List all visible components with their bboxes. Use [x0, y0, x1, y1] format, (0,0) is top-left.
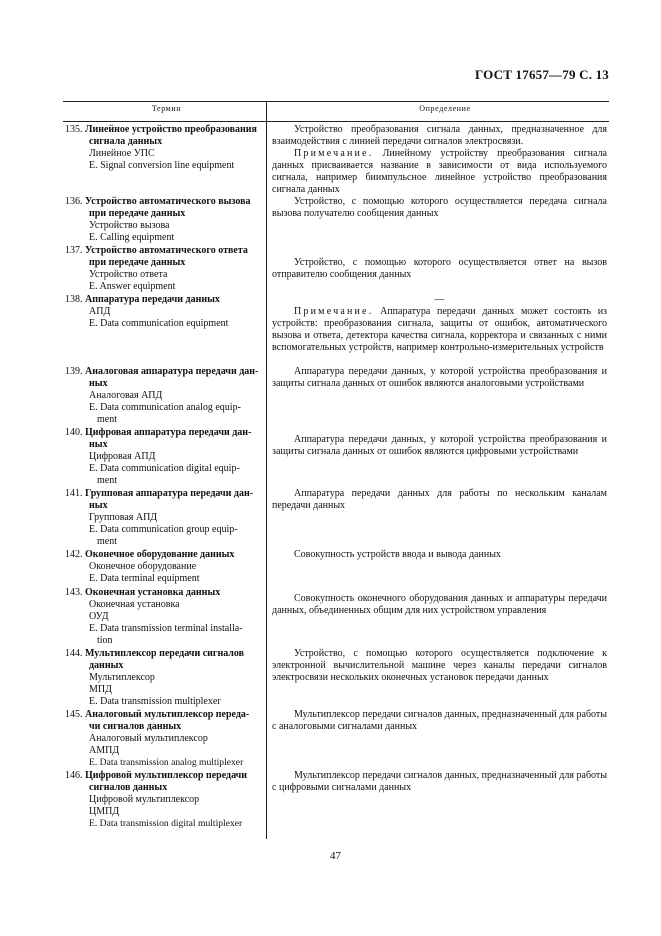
term-english: E. Answer equipment	[89, 281, 176, 292]
term-short: Оконечная установка	[89, 599, 180, 610]
document-reference: ГОСТ 17657—79 С. 13	[475, 67, 609, 82]
table-row	[63, 366, 609, 427]
term-short: Линейное УПС	[89, 148, 155, 159]
term-english: E. Data transmission analog multiplexer	[89, 757, 244, 768]
term-title: 138. Аппаратура передачи данных	[65, 294, 220, 305]
table-row	[63, 196, 609, 245]
definition-column-header: Определение	[419, 104, 471, 113]
term-english-cont: ment	[97, 414, 117, 425]
definition-cell	[272, 709, 607, 770]
term-title-cont: сигнала данных	[89, 136, 163, 147]
term-title-cont: данных	[89, 660, 124, 671]
term-english: E. Data communication digital equip-	[89, 463, 240, 474]
definition-cell	[272, 427, 607, 488]
term-title-cont: ных	[89, 378, 108, 389]
term-english: E. Data communication group equip-	[89, 524, 238, 535]
term-abbreviation: ЦМПД	[89, 806, 120, 817]
definition-text: Устройство, с помощью которого осуществляется ответ на вызов отправителю сообщения данных	[272, 257, 607, 280]
term-short: Оконечное оборудование	[89, 561, 197, 572]
term-cell	[63, 427, 265, 488]
term-english: E. Data terminal equipment	[89, 573, 200, 584]
definition-cell	[272, 294, 607, 366]
table-row	[63, 549, 609, 587]
term-title: 137. Устройство автоматического ответа	[65, 245, 248, 256]
term-cell	[63, 196, 265, 245]
definition-text: Аппаратура передачи данных, у которой устройства преобразования и защиты сигнала данных от ошибок являются цифровыми устройствами	[272, 434, 607, 457]
definition-text: Устройство преобразования сигнала данных, предназначенное для взаимодействия с линией передачи сигналов электросвязи.	[272, 124, 607, 147]
term-short: Цифровая АПД	[89, 451, 156, 462]
table-row	[63, 709, 609, 770]
term-title: 135. Линейное устройство преобразования	[65, 124, 257, 135]
term-short: Аналоговая АПД	[89, 390, 163, 401]
term-column-header: Термин	[151, 104, 182, 113]
term-short: Устройство вызова	[89, 220, 170, 231]
definition-text: Совокупность оконечного оборудования данных и аппаратуры передачи данных, объединенных общим для них устройством управления	[272, 593, 607, 616]
term-english: E. Data transmission multiplexer	[89, 696, 221, 707]
term-english-cont: tion	[97, 635, 113, 646]
term-cell	[63, 587, 265, 648]
term-title-cont: чи сигналов данных	[89, 721, 182, 732]
term-abbreviation: МПД	[89, 684, 112, 695]
term-title-cont: при передаче данных	[89, 208, 186, 219]
definition-text: Устройство, с помощью которого осуществляется подключение к электронной вычислительной машине через каналы передачи сигналов электросвязи нескольких оконечных установок передачи данных	[272, 648, 607, 683]
term-title: 143. Оконечная установка данных	[65, 587, 221, 598]
term-title: 139. Аналоговая аппаратура передачи дан-	[65, 366, 259, 377]
term-short: Цифровой мультиплексор	[89, 794, 200, 805]
definition-cell	[272, 245, 607, 294]
term-cell	[63, 245, 265, 294]
definition-text: Мультиплексор передачи сигналов данных, предназначенный для работы с аналоговыми сигналами данных	[272, 709, 607, 732]
term-title: 146. Цифровой мультиплексор передачи	[65, 770, 248, 781]
table-top-rule	[63, 101, 609, 102]
definition-cell	[272, 196, 607, 245]
definition-cell	[272, 124, 607, 196]
table-row	[63, 488, 609, 549]
definition-note: Примечание. Линейному устройству преобразования сигнала данных присваивается название в зависимости от вида используемого сигнала, например биимпульсное линейное устройство преобразования сигнала данных	[272, 148, 607, 195]
definition-note: Примечание. Аппаратура передачи данных может состоять из устройств: преобразования сигнала, защиты от ошибок, автоматического вызова и ответа, детектора качества сигнала, корректора и связанных с ними вспомогательных устройств, например контрольно-измерительных устройств	[272, 306, 608, 353]
definition-text: Мультиплексор передачи сигналов данных, предназначенный для работы с цифровыми сигналами данных	[272, 770, 607, 793]
term-english: E. Data transmission digital multiplexer	[89, 818, 243, 829]
term-abbreviation: ОУД	[89, 611, 109, 622]
term-short: Устройство ответа	[89, 269, 168, 280]
term-english: E. Signal conversion line equipment	[89, 160, 235, 171]
definition-cell	[272, 366, 607, 427]
definition-cell	[272, 549, 607, 587]
page-number: 47	[330, 850, 341, 862]
term-title: 142. Оконечное оборудование данных	[65, 549, 235, 560]
term-cell	[63, 770, 265, 836]
term-cell	[63, 488, 265, 549]
terms-table-body	[63, 124, 609, 836]
table-row	[63, 587, 609, 648]
term-title: 145. Аналоговый мультиплексор переда-	[65, 709, 250, 720]
table-row	[63, 770, 609, 836]
term-abbreviation: АМПД	[89, 745, 120, 756]
term-english-cont: ment	[97, 475, 117, 486]
definition-text: Совокупность устройств ввода и вывода данных	[294, 549, 501, 560]
table-header-rule	[63, 121, 609, 122]
term-title: 140. Цифровая аппаратура передачи дан-	[65, 427, 252, 438]
term-cell	[63, 124, 265, 196]
definition-text: Аппаратура передачи данных, у которой устройства преобразования и защиты сигнала данных от ошибок являются аналоговыми устройствами	[272, 366, 607, 389]
term-title-cont: сигналов данных	[89, 782, 168, 793]
definition-cell	[272, 770, 607, 836]
term-title: 136. Устройство автоматического вызова	[65, 196, 251, 207]
term-cell	[63, 709, 265, 770]
definition-cell	[272, 648, 607, 709]
term-cell	[63, 366, 265, 427]
term-english: E. Data communication equipment	[89, 318, 229, 329]
table-row	[63, 124, 609, 196]
term-english-cont: ment	[97, 536, 117, 547]
term-cell	[63, 294, 265, 366]
definition-dash: —	[434, 294, 445, 305]
term-cell	[63, 648, 265, 709]
term-english: E. Data transmission terminal installa-	[89, 623, 243, 634]
term-short: Мультиплексор	[89, 672, 155, 683]
definition-cell	[272, 587, 607, 648]
term-title: 141. Групповая аппаратура передачи дан-	[65, 488, 254, 499]
table-row	[63, 294, 609, 366]
table-row	[63, 648, 609, 709]
term-title-cont: ных	[89, 500, 108, 511]
definition-text: Аппаратура передачи данных для работы по нескольким каналам передачи данных	[272, 488, 607, 511]
term-title-cont: ных	[89, 439, 108, 450]
term-short: АПД	[89, 306, 111, 317]
table-row	[63, 427, 609, 488]
table-row	[63, 245, 609, 294]
definition-text: Устройство, с помощью которого осуществляется передача сигнала вызова получателю сообщения данных	[272, 196, 607, 219]
term-title-cont: при передаче данных	[89, 257, 186, 268]
term-title: 144. Мультиплексор передачи сигналов	[65, 648, 245, 659]
term-short: Групповая АПД	[89, 512, 158, 523]
term-english: E. Data communication analog equip-	[89, 402, 241, 413]
term-cell	[63, 549, 265, 587]
term-short: Аналоговый мультиплексор	[89, 733, 208, 744]
definition-cell	[272, 488, 607, 549]
term-english: E. Calling equipment	[89, 232, 175, 243]
